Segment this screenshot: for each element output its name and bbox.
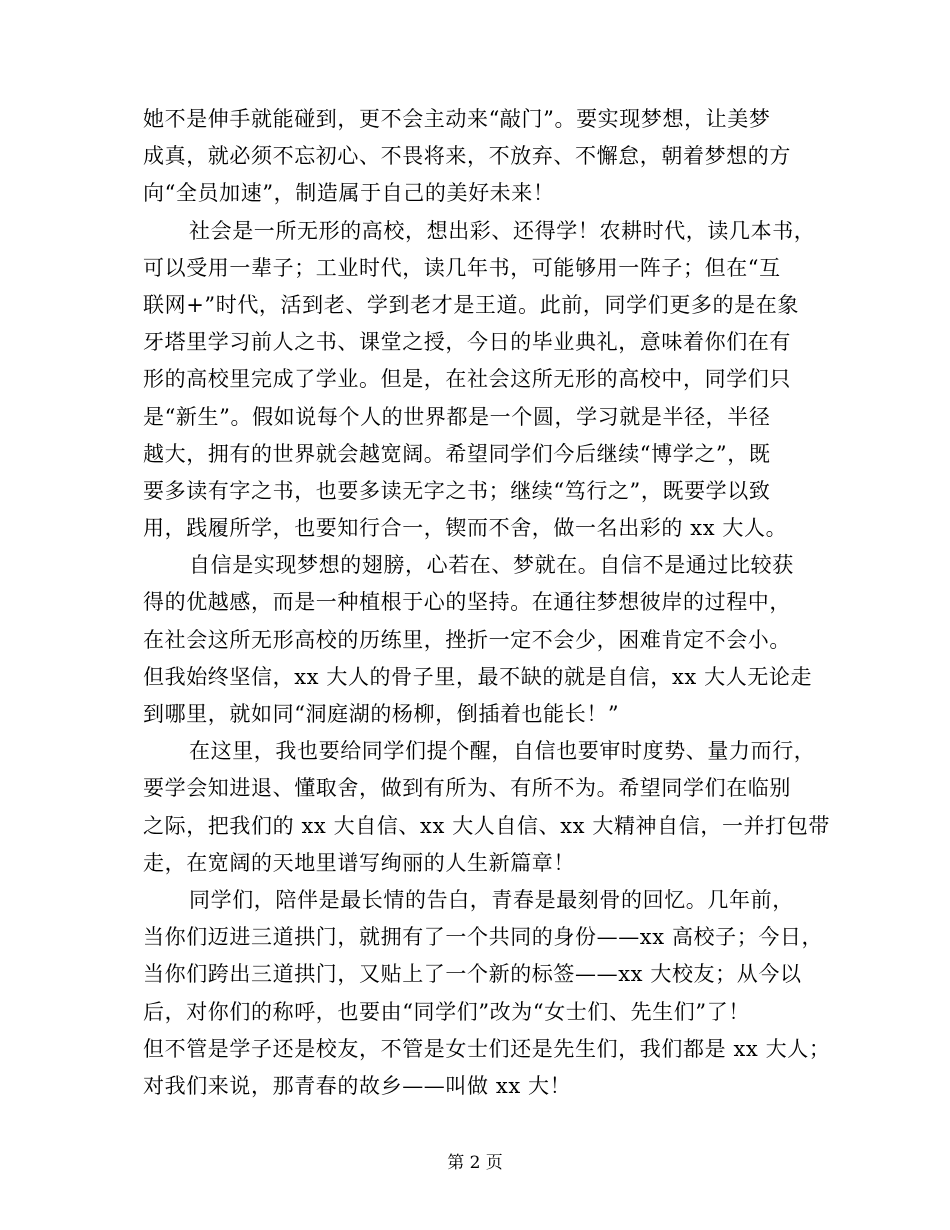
text-line: 是“新生”。假如说每个人的世界都是一个圆，学习就是半径，半径 <box>143 404 771 429</box>
text-line: 牙塔里学习前人之书、课堂之授，今日的毕业典礼，意味着你们在有 <box>143 330 791 355</box>
page-number: 第 2 页 <box>447 1153 503 1173</box>
paragraph-first-line: 社会是一所无形的高校，想出彩、还得学！农耕时代，读几本书， <box>189 218 816 243</box>
text-line: 形的高校里完成了学业。但是，在社会这所无形的高校中，同学们只 <box>143 367 791 392</box>
text-line: 她不是伸手就能碰到，更不会主动来“敲门”。要实现梦想，让美梦 <box>143 107 771 131</box>
text-line: 向“全员加速”，制造属于自己的美好未来！ <box>143 181 555 206</box>
text-line: 但我始终坚信，xx 大人的骨子里，最不缺的就是自信，xx 大人无论走 <box>143 664 813 689</box>
text-line: 联网+”时代，活到老、学到老才是王道。此前，同学们更多的是在象 <box>143 292 799 317</box>
text-line: 当你们跨出三道拱门，又贴上了一个新的标签——xx 大校友；从今以 <box>143 962 802 987</box>
paragraph-first-line: 在这里，我也要给同学们提个醒，自信也要审时度势、量力而行， <box>189 739 816 764</box>
paragraph-first-line: 自信是实现梦想的翅膀，心若在、梦就在。自信不是通过比较获 <box>189 553 794 578</box>
text-line: 要多读有字之书，也要多读无字之书；继续“笃行之”，既要学以致 <box>143 478 771 503</box>
text-line: 用，践履所学，也要知行合一，锲而不舍，做一名出彩的 xx 大人。 <box>143 516 788 541</box>
text-line: 可以受用一辈子；工业时代，读几年书，可能够用一阵子；但在“互 <box>143 255 781 280</box>
text-line: 后，对你们的称呼，也要由“同学们”改为“女士们、先生们”了！ <box>143 999 750 1024</box>
text-line: 要学会知进退、懂取舍，做到有所为、有所不为。希望同学们在临别 <box>143 776 791 801</box>
text-line: 走，在宽阔的天地里谱写绚丽的人生新篇章！ <box>143 850 575 875</box>
text-line: 越大，拥有的世界就会越宽阔。希望同学们今后继续“博学之”，既 <box>143 441 771 466</box>
text-line: 到哪里，就如同“洞庭湖的杨柳，倒插着也能长！” <box>143 702 620 726</box>
paragraph-first-line: 同学们，陪伴是最长情的告白，青春是最刻骨的回忆。几年前， <box>189 887 794 912</box>
text-line: 得的优越感，而是一种植根于心的坚持。在通往梦想彼岸的过程中， <box>143 590 791 615</box>
text-line: 成真，就必须不忘初心、不畏将来，不放弃、不懈怠，朝着梦想的方 <box>143 144 791 169</box>
text-line: 在社会这所无形高校的历练里，挫折一定不会少，困难肯定不会小。 <box>143 627 791 652</box>
text-line: 但不管是学子还是校友，不管是女士们还是先生们，我们都是 xx 大人； <box>143 1036 831 1061</box>
text-line: 对我们来说，那青春的故乡——叫做 xx 大！ <box>143 1073 572 1098</box>
text-line: 之际，把我们的 xx 大自信、xx 大人自信、xx 大精神自信，一并打包带 <box>143 813 830 838</box>
body-text <box>143 101 843 1105</box>
text-line: 当你们迈进三道拱门，就拥有了一个共同的身份——xx 高校子；今日， <box>143 925 824 950</box>
